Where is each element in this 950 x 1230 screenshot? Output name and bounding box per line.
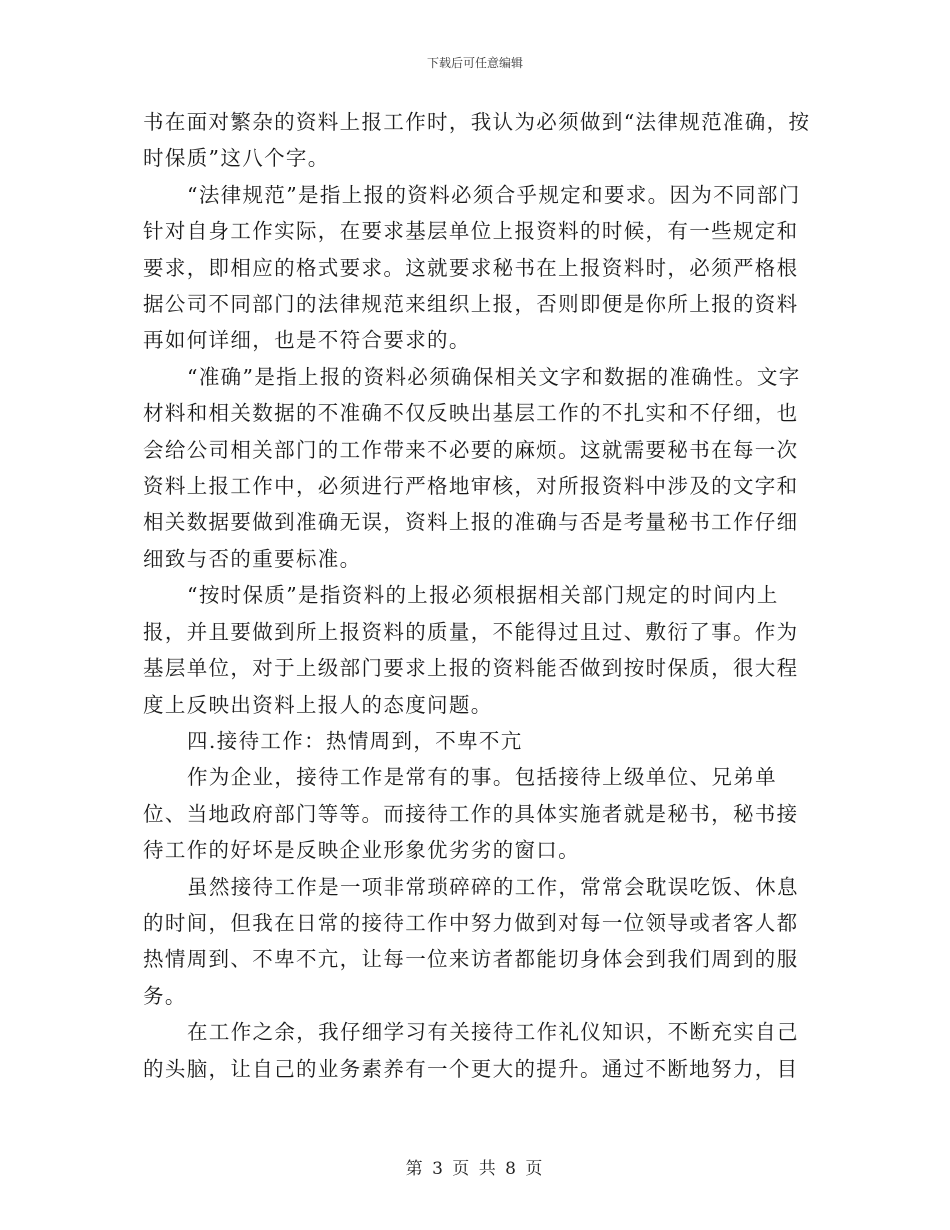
section-heading: 四.接待工作：热情周到，不卑不亢 bbox=[187, 728, 523, 753]
paragraph-1: 书在面对繁杂的资料上报工作时，我认为必须做到“法律规范准确，按时保质”这八个字。 bbox=[143, 110, 811, 171]
paragraph-2: “法律规范”是指上报的资料必须合乎规定和要求。因为不同部门针对自身工作实际，在要求基层单位上报资料的时候，有一些规定和要求，即相应的格式要求。这就要求秘书在上报资料时，必须严格根据公司不同部门的法律规范来组织上报，否则即便是你所上报的资料再如何详细，也是不符合要求的。 bbox=[143, 182, 801, 353]
paragraph-6: 虽然接待工作是一项非常琐碎碎的工作，常常会耽误吃饭、休息的时间，但我在日常的接待工作中努力做到对每一位领导或者客人都热情周到、不卑不亢，让每一位来访者都能切身体会到我们周到的服务。 bbox=[143, 874, 799, 1008]
paragraph-4: “按时保质”是指资料的上报必须根据相关部门规定的时间内上报，并且要做到所上报资料的质量，不能得过且过、敷衍了事。作为基层单位，对于上级部门要求上报的资料能否做到按时保质，很大程度上反映出资料上报人的态度问题。 bbox=[143, 583, 799, 717]
document-body bbox=[143, 104, 811, 1087]
paragraph-7: 在工作之余，我仔细学习有关接待工作礼仪知识，不断充实自己的头脑，让自己的业务素养有一个更大的提升。通过不断地努力，目 bbox=[143, 1020, 799, 1081]
page-header: 下载后可任意编辑 bbox=[426, 56, 523, 70]
paragraph-3: “准确”是指上报的资料必须确保相关文字和数据的准确性。文字材料和相关数据的不准确不仅反映出基层工作的不扎实和不仔细，也会给公司相关部门的工作带来不必要的麻烦。这就需要秘书在每一次资料上报工作中，必须进行严格地审核，对所报资料中涉及的文字和相关数据要做到准确无误，资料上报的准确与否是考量秘书工作仔细细致与否的重要标准。 bbox=[143, 364, 801, 571]
paragraph-5: 作为企业，接待工作是常有的事。包括接待上级单位、兄弟单位、当地政府部门等等。而接待工作的具体实施者就是秘书，秘书接待工作的好坏是反映企业形象优劣劣的窗口。 bbox=[143, 765, 799, 863]
page-footer: 第 3 页 共 8 页 bbox=[405, 1159, 545, 1179]
